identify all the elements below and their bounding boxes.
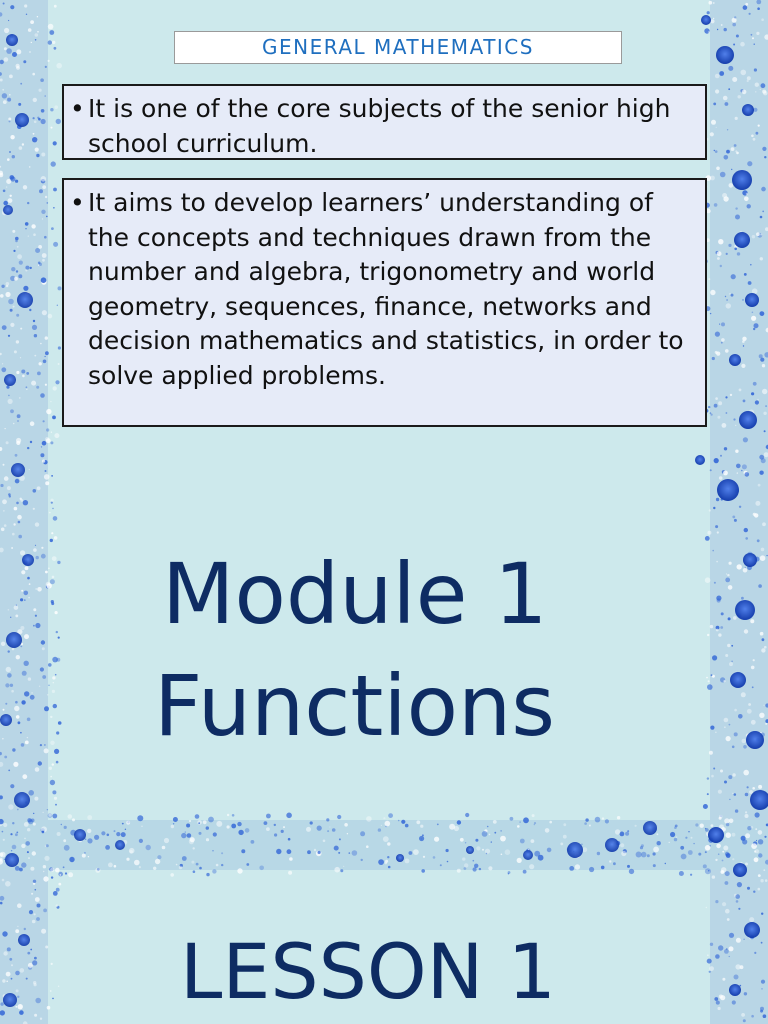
bullet-text-aims: It aims to develop learners’ understanding of the concepts and techniques drawn from the number and algebra, trigonometry and world geometry, sequences, finance, networks and decision mathematics and statistics, in order to solve applied problems. xyxy=(88,188,684,390)
bullet-box-core-subject xyxy=(62,84,707,160)
module-heading: Module 1 xyxy=(162,545,548,643)
lesson-heading: LESSON 1 xyxy=(180,927,557,1016)
subject-title: GENERAL MATHEMATICS xyxy=(262,35,534,59)
subject-title-banner xyxy=(174,31,622,64)
bullet-marker: • xyxy=(70,188,85,217)
bullet-text-core-subject: It is one of the core subjects of the senior high school curriculum. xyxy=(88,94,671,158)
bullet-box-aims xyxy=(62,178,707,427)
bullet-marker: • xyxy=(70,94,85,123)
functions-heading: Functions xyxy=(154,657,556,755)
